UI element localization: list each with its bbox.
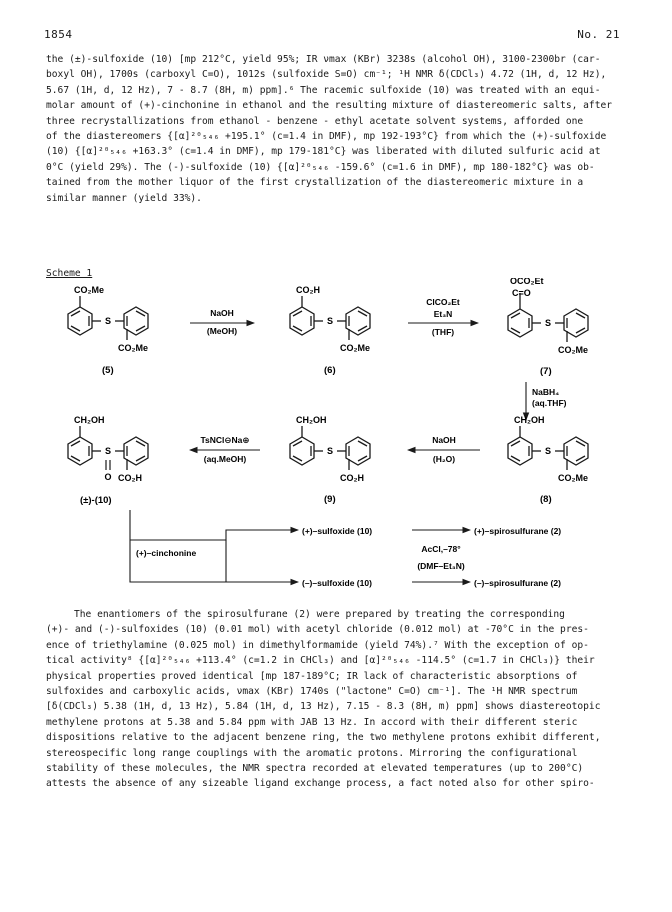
text-line: stereospecific long range couplings with the aromatic protons. Mirroring the configurational xyxy=(46,747,578,759)
reagent-label: (DMF–Et₃N) xyxy=(417,561,465,571)
substituent-label: CH₂OH xyxy=(74,415,105,425)
reaction-scheme xyxy=(40,278,640,600)
reagent-label: (aq.THF) xyxy=(532,398,567,408)
text-line: physical properties proved identical [mp 187-189°C; IR lack of characteristic absorptions of xyxy=(46,670,578,682)
sulfur-label: S xyxy=(326,446,334,456)
compound-label: (6) xyxy=(324,365,336,376)
compound-label: (7) xyxy=(540,366,552,377)
reagent-label: (THF) xyxy=(431,327,455,337)
substituent-label: CH₂OH xyxy=(514,415,545,425)
sulfur-label: S xyxy=(104,316,112,326)
substituent-label: C=O xyxy=(512,288,531,298)
text-line: (+)- and (-)-sulfoxides (10) (0.01 mol) with acetyl chloride (0.012 mol) at -70°C in the pres- xyxy=(46,624,589,636)
substituent-label: CO₂H xyxy=(296,285,320,295)
reagent-label: (+)–cinchonine xyxy=(136,548,197,558)
text-line: attests the absence of any sizeable ligand exchange process, a fact noted also for other spiro- xyxy=(46,778,595,790)
oxygen-label: O xyxy=(104,472,112,482)
substituent-label: CO₂Me xyxy=(340,343,371,353)
substituent-label: CO₂H xyxy=(340,473,364,483)
compound-label: (±)-(10) xyxy=(80,495,112,506)
substituent-label: OCO₂Et xyxy=(510,278,544,286)
substituent-label: CO₂H xyxy=(118,473,142,483)
issue-number: No. 21 xyxy=(577,28,620,41)
substituent-label: CO₂Me xyxy=(558,345,589,355)
substituent-label: CO₂Me xyxy=(74,285,105,295)
substituent-label: CO₂Me xyxy=(118,343,149,353)
text-line: (10) {[α]²⁰₅₄₆ +163.3° (c=1.4 in DMF), mp 179-181°C} was liberated with diluted sulfuric acid at xyxy=(46,146,601,158)
structure-6 xyxy=(290,285,370,353)
substituent-label: CO₂Me xyxy=(558,473,589,483)
sulfur-label: S xyxy=(544,446,552,456)
plus-spiro-label: (+)–spirosulfurane (2) xyxy=(474,526,562,536)
reagent-label: (H₂O) xyxy=(432,454,456,464)
text-line: dispositions relative to the adjacent benzene ring, the two methylene protons exhibit different, xyxy=(46,732,601,744)
text-line: The enantiomers of the spirosulfurane (2) were prepared by treating the corresponding xyxy=(74,609,565,620)
reagent-label: (MeOH) xyxy=(206,326,238,336)
text-line: boxyl OH), 1700s (carboxyl C=O), 1012s (sulfoxide S=O) cm⁻¹; ¹H NMR δ(CDCl₃) 4.72 (1H, d, 12 Hz), xyxy=(46,69,607,81)
text-line: sulfoxides and carboxylic acids, νmax (KBr) 1740s ("lactone" C=O) cm⁻¹]. The ¹H NMR spectrum xyxy=(46,686,578,698)
text-line: ence of triethylamine (0.025 mol) in dimethylformamide (yield 74%).⁷ With the exception of op- xyxy=(46,639,589,651)
reagent-label: NaBH₄ xyxy=(532,387,560,397)
text-line: methylene protons at 5.38 and 5.84 ppm with JAB 13 Hz. In accord with their different steric xyxy=(46,716,578,728)
substituent-label: CH₂OH xyxy=(296,415,327,425)
resolution-branch-line xyxy=(130,510,298,582)
sulfur-label: S xyxy=(104,446,112,456)
structure-7 xyxy=(508,278,588,355)
structure-5 xyxy=(68,285,148,353)
reagent-label: Et₃N xyxy=(433,309,453,319)
text-line: 5.67 (1H, d, 12 Hz), 7 - 8.7 (8H, m) ppm].⁶ The racemic sulfoxide (10) was treated with an equi- xyxy=(46,84,601,96)
minus-sulfoxide-label: (–)–sulfoxide (10) xyxy=(302,578,372,588)
text-line: stability of these molecules, the NMR spectra recorded at elevated temperatures (up to 200°C) xyxy=(46,763,584,775)
reagent-label: TsNCl⊖Na⊕ xyxy=(200,435,250,445)
text-line: the (±)-sulfoxide (10) [mp 212°C, yield 95%; IR νmax (KBr) 3238s (alcohol OH), 3100-2300br (car- xyxy=(46,54,601,65)
reagent-label: ClCO₂Et xyxy=(426,297,460,307)
structure-10 xyxy=(68,415,148,483)
scheme-title: Scheme 1 xyxy=(46,268,93,279)
structure-9 xyxy=(290,415,370,483)
reagent-label: (aq.MeOH) xyxy=(203,454,247,464)
text-line: 0°C (yield 29%). The (-)-sulfoxide (10) {[α]²⁰₅₄₆ -159.6° (c=1.6 in DMF), mp 180-182°C} was ob- xyxy=(46,161,595,173)
text-line: [δ(CDCl₃) 5.38 (1H, d, 13 Hz), 5.84 (1H, d, 13 Hz), 7.15 - 8.3 (8H, m) ppm] shows diastereotopic xyxy=(46,701,601,713)
text-line: similar manner (yield 33%). xyxy=(46,192,202,204)
text-line: tical activity⁸ {[α]²⁰₅₄₆ +113.4° (c=1.2 in CHCl₃) and [α]²⁰₅₄₆ -114.5° (c=1.7 in CHCl₃)} their xyxy=(46,655,595,667)
reagent-label: NaOH xyxy=(210,308,234,318)
plus-sulfoxide-label: (+)–sulfoxide (10) xyxy=(302,526,373,536)
reagent-label: NaOH xyxy=(432,435,456,445)
page-number: 1854 xyxy=(44,28,73,41)
text-line: three recrystallizations from ethanol - benzene - ethyl acetate solvent systems, afforded one xyxy=(46,115,584,127)
resolution-branch-line xyxy=(130,530,298,540)
reagent-label: AcCl,–78° xyxy=(421,544,461,554)
paragraph-spirosulfurane xyxy=(46,607,644,792)
text-line: of the diastereomers {[α]²⁰₅₄₆ +195.1° (c=1.4 in DMF), mp 192-193°C} from which the (+)-sulfoxide xyxy=(46,131,607,143)
structure-8 xyxy=(508,415,588,483)
text-line: molar amount of (+)-cinchonine in ethanol and the resulting mixture of diastereomeric salts, after xyxy=(46,100,613,112)
minus-spiro-label: (–)–spirosulfurane (2) xyxy=(474,578,561,588)
compound-label: (5) xyxy=(102,365,114,376)
sulfur-label: S xyxy=(544,318,552,328)
text-line: tained from the mother liquor of the first crystallization of the diastereomeric mixture in a xyxy=(46,177,584,189)
sulfur-label: S xyxy=(326,316,334,326)
paragraph-synthesis xyxy=(46,52,644,206)
compound-label: (8) xyxy=(540,494,552,505)
compound-label: (9) xyxy=(324,494,336,505)
